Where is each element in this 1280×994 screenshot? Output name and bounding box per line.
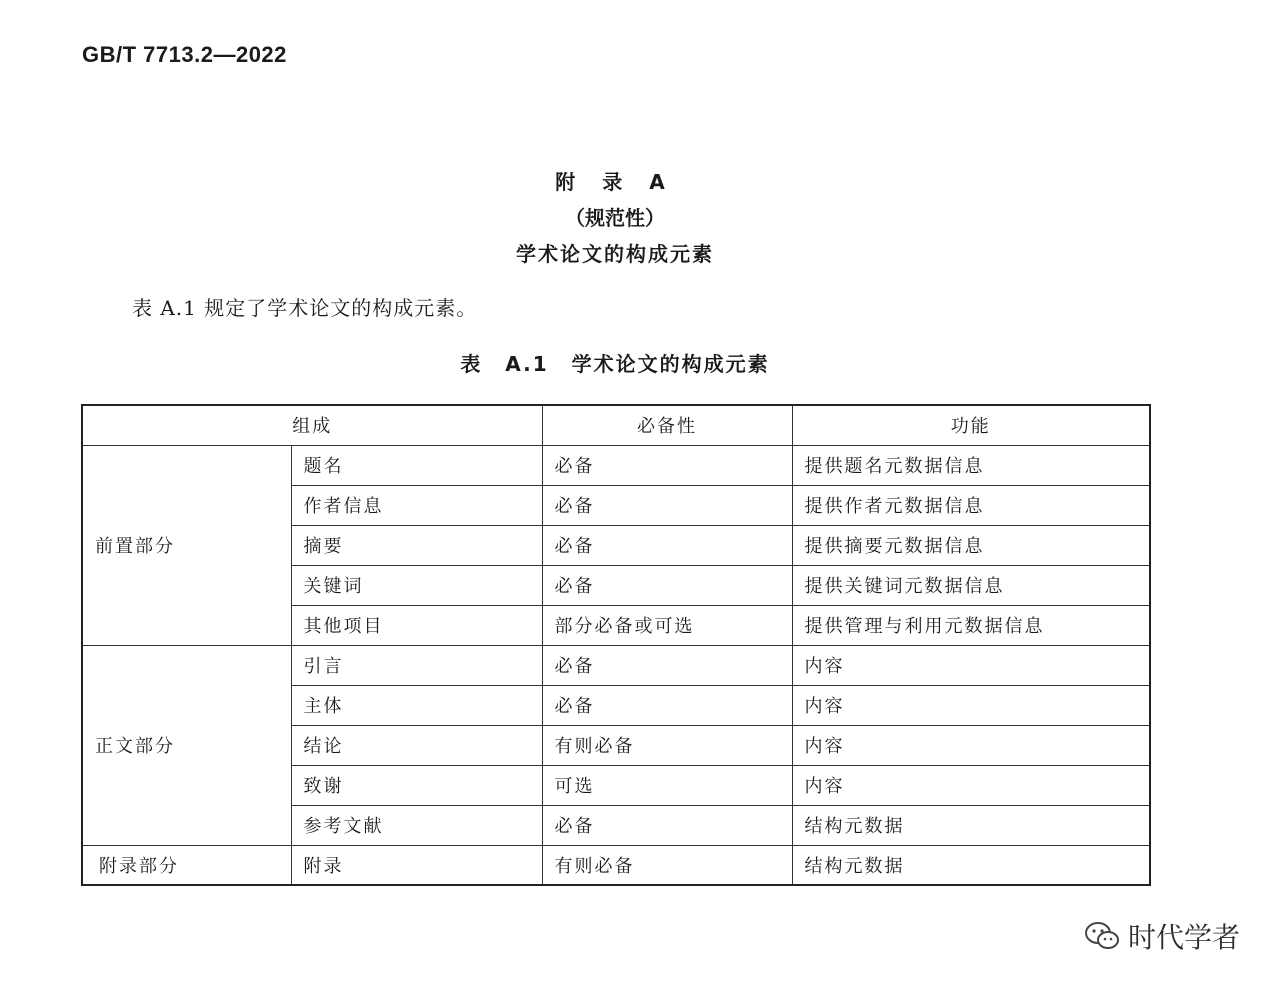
necessity-cell: 可选	[542, 765, 792, 805]
appendix-title: 附 录 A	[555, 170, 675, 194]
elements-table	[81, 404, 1151, 886]
header-function: 功能	[792, 405, 1150, 445]
item-cell: 结论	[291, 725, 542, 765]
header-necessity: 必备性	[542, 405, 792, 445]
necessity-cell: 部分必备或可选	[542, 605, 792, 645]
function-cell: 结构元数据	[792, 805, 1150, 845]
function-cell: 提供题名元数据信息	[792, 445, 1150, 485]
necessity-cell: 必备	[542, 805, 792, 845]
table-row	[82, 645, 1150, 685]
function-cell: 提供作者元数据信息	[792, 485, 1150, 525]
function-cell: 提供摘要元数据信息	[792, 525, 1150, 565]
header-composition: 组成	[82, 405, 542, 445]
necessity-cell: 必备	[542, 445, 792, 485]
function-cell: 内容	[792, 725, 1150, 765]
table-row	[82, 845, 1150, 885]
table-body	[82, 445, 1150, 885]
item-cell: 致谢	[291, 765, 542, 805]
function-cell: 内容	[792, 685, 1150, 725]
necessity-cell: 必备	[542, 485, 792, 525]
wechat-icon	[1084, 921, 1120, 951]
table-header-row	[82, 405, 1150, 445]
necessity-cell: 必备	[542, 645, 792, 685]
intro-paragraph: 表 A.1 规定了学术论文的构成元素。	[132, 296, 478, 320]
item-cell: 引言	[291, 645, 542, 685]
necessity-cell: 必备	[542, 565, 792, 605]
appendix-name: 学术论文的构成元素	[516, 242, 714, 266]
function-cell: 结构元数据	[792, 845, 1150, 885]
item-cell: 其他项目	[291, 605, 542, 645]
group-name-cell: 附录部分	[82, 845, 291, 885]
group-name-cell: 前置部分	[82, 445, 291, 645]
function-cell: 提供关键词元数据信息	[792, 565, 1150, 605]
item-cell: 参考文献	[291, 805, 542, 845]
group-name-cell: 正文部分	[82, 645, 291, 845]
table-caption: 表 A.1 学术论文的构成元素	[460, 352, 770, 376]
table-row	[82, 445, 1150, 485]
function-cell: 提供管理与利用元数据信息	[792, 605, 1150, 645]
watermark	[1084, 916, 1240, 956]
appendix-type: （规范性）	[565, 206, 665, 230]
item-cell: 附录	[291, 845, 542, 885]
necessity-cell: 必备	[542, 525, 792, 565]
necessity-cell: 有则必备	[542, 725, 792, 765]
necessity-cell: 有则必备	[542, 845, 792, 885]
item-cell: 关键词	[291, 565, 542, 605]
item-cell: 主体	[291, 685, 542, 725]
watermark-text: 时代学者	[1127, 921, 1240, 954]
function-cell: 内容	[792, 765, 1150, 805]
necessity-cell: 必备	[542, 685, 792, 725]
item-cell: 作者信息	[291, 485, 542, 525]
item-cell: 题名	[291, 445, 542, 485]
item-cell: 摘要	[291, 525, 542, 565]
function-cell: 内容	[792, 645, 1150, 685]
standard-code: GB/T 7713.2—2022	[82, 42, 287, 67]
